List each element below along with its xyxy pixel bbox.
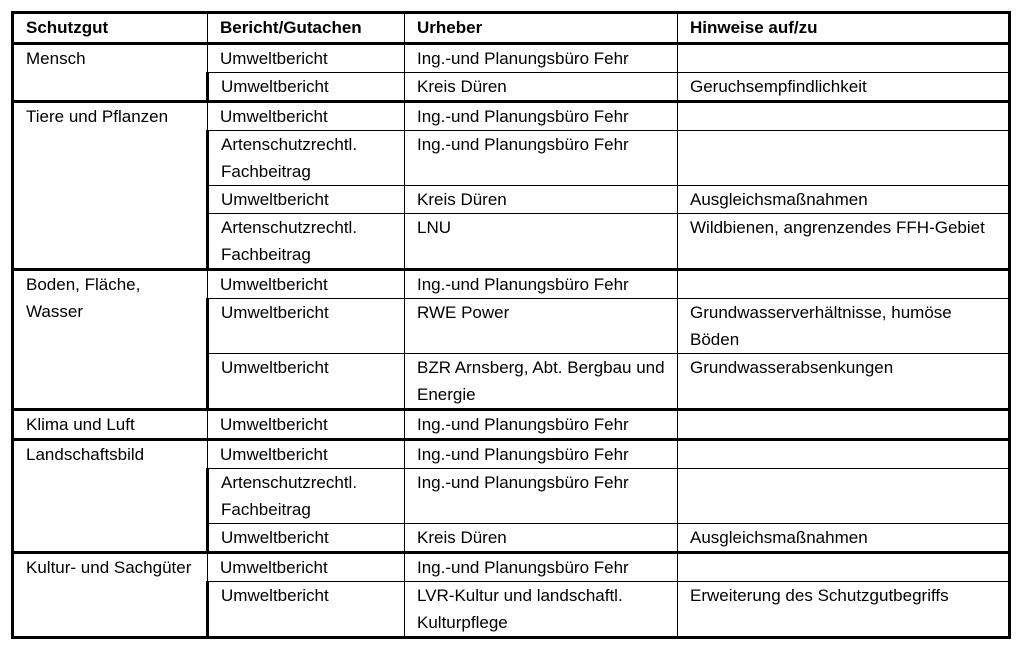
urheber-cell: RWE Power: [405, 299, 678, 354]
header-schutzgut: Schutzgut: [13, 13, 208, 44]
urheber-cell: LVR-Kultur und landschaftl. Kulturpflege: [405, 582, 678, 638]
urheber-cell: Kreis Düren: [405, 524, 678, 553]
urheber-cell: BZR Arnsberg, Abt. Bergbau und Energie: [405, 354, 678, 410]
bericht-cell: Artenschutzrechtl. Fachbeitrag: [208, 469, 405, 524]
hinweise-cell: [678, 410, 1010, 440]
bericht-cell: Umweltbericht: [208, 410, 405, 440]
bericht-cell: Umweltbericht: [208, 582, 405, 638]
report-table: [11, 11, 1011, 639]
urheber-cell: Ing.-und Planungsbüro Fehr: [405, 410, 678, 440]
bericht-cell: Umweltbericht: [208, 73, 405, 102]
urheber-cell: Ing.-und Planungsbüro Fehr: [405, 440, 678, 469]
urheber-cell: Ing.-und Planungsbüro Fehr: [405, 553, 678, 582]
schutzgut-cell: Landschaftsbild: [13, 440, 208, 553]
hinweise-cell: Ausgleichsmaßnahmen: [678, 524, 1010, 553]
urheber-cell: Ing.-und Planungsbüro Fehr: [405, 102, 678, 131]
hinweise-cell: [678, 469, 1010, 524]
bericht-cell: Umweltbericht: [208, 270, 405, 299]
hinweise-cell: [678, 553, 1010, 582]
table-row: [13, 410, 1010, 440]
table-row: [13, 102, 1010, 131]
table-row: [13, 553, 1010, 582]
hinweise-cell: Ausgleichsmaßnahmen: [678, 186, 1010, 214]
urheber-cell: Ing.-und Planungsbüro Fehr: [405, 44, 678, 73]
bericht-cell: Umweltbericht: [208, 44, 405, 73]
header-urheber: Urheber: [405, 13, 678, 44]
header-bericht: Bericht/Gutachen: [208, 13, 405, 44]
urheber-cell: LNU: [405, 214, 678, 270]
hinweise-cell: Wildbienen, angrenzendes FFH-Gebiet: [678, 214, 1010, 270]
table-header-row: [13, 13, 1010, 44]
hinweise-cell: [678, 270, 1010, 299]
urheber-cell: Kreis Düren: [405, 186, 678, 214]
bericht-cell: Umweltbericht: [208, 440, 405, 469]
schutzgut-cell: Boden, Fläche, Wasser: [13, 270, 208, 410]
bericht-cell: Umweltbericht: [208, 102, 405, 131]
urheber-cell: Kreis Düren: [405, 73, 678, 102]
hinweise-cell: Geruchsempfindlichkeit: [678, 73, 1010, 102]
table-body: [13, 44, 1010, 638]
bericht-cell: Umweltbericht: [208, 354, 405, 410]
hinweise-cell: [678, 44, 1010, 73]
schutzgut-cell: Klima und Luft: [13, 410, 208, 440]
schutzgut-cell: Mensch: [13, 44, 208, 102]
bericht-cell: Umweltbericht: [208, 553, 405, 582]
urheber-cell: Ing.-und Planungsbüro Fehr: [405, 131, 678, 186]
hinweise-cell: [678, 440, 1010, 469]
hinweise-cell: Grundwasserverhältnisse, humöse Böden: [678, 299, 1010, 354]
hinweise-cell: Grundwasserabsenkungen: [678, 354, 1010, 410]
bericht-cell: Artenschutzrechtl. Fachbeitrag: [208, 131, 405, 186]
header-hinweise: Hinweise auf/zu: [678, 13, 1010, 44]
table-row: [13, 270, 1010, 299]
schutzgut-cell: Tiere und Pflanzen: [13, 102, 208, 270]
schutzgut-cell: Kultur- und Sachgüter: [13, 553, 208, 638]
hinweise-cell: [678, 131, 1010, 186]
bericht-cell: Artenschutzrechtl. Fachbeitrag: [208, 214, 405, 270]
bericht-cell: Umweltbericht: [208, 524, 405, 553]
table-row: [13, 440, 1010, 469]
hinweise-cell: [678, 102, 1010, 131]
hinweise-cell: Erweiterung des Schutzgutbegriffs: [678, 582, 1010, 638]
urheber-cell: Ing.-und Planungsbüro Fehr: [405, 270, 678, 299]
bericht-cell: Umweltbericht: [208, 299, 405, 354]
bericht-cell: Umweltbericht: [208, 186, 405, 214]
document-page: [11, 11, 1011, 639]
table-row: [13, 44, 1010, 73]
urheber-cell: Ing.-und Planungsbüro Fehr: [405, 469, 678, 524]
